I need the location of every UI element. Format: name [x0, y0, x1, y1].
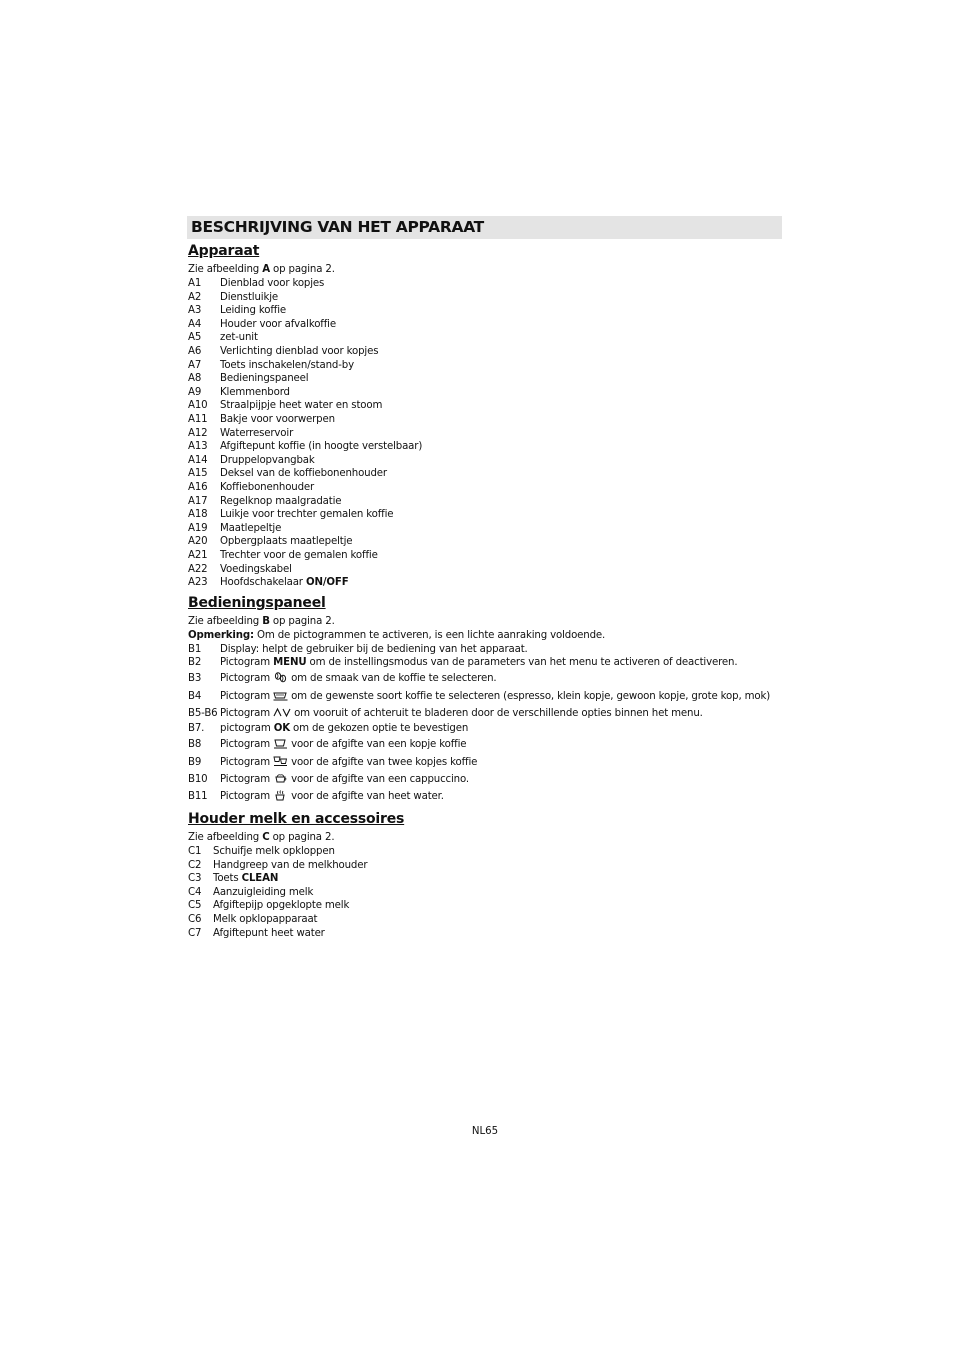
item-code: B10: [188, 774, 208, 785]
item-code: A18: [188, 509, 208, 521]
item-label: Pictogram voor de afgifte van een kopje koffie: [220, 739, 467, 750]
ref-text-end: op pagina 2.: [269, 616, 335, 627]
ref-text: Zie afbeelding: [188, 264, 263, 275]
item-label: Pictogram voor de afgifte van een cappuccino.: [220, 774, 469, 785]
ref-figure-letter: A: [262, 264, 270, 275]
item-code: A22: [188, 563, 208, 575]
item-label: Leiding koffie: [220, 305, 286, 317]
item-label: Maatlepeltje: [220, 522, 282, 534]
item-code: B3: [188, 673, 202, 684]
item-label: Bakje voor voorwerpen: [220, 414, 335, 425]
ref-figure-letter: B: [262, 616, 270, 627]
item-code: C7: [188, 927, 202, 939]
item-label: Klemmenbord: [220, 386, 290, 398]
item-label: Voedingskabel: [220, 563, 292, 575]
item-label: Bedieningspaneel: [220, 373, 309, 385]
section-title-apparaat: Apparaat: [188, 243, 260, 259]
item-label: Regelknop maalgradatie: [220, 495, 342, 507]
item-code: A17: [188, 495, 208, 507]
item-code: A11: [188, 414, 208, 425]
item-label: Straalpijpje heet water en stoom: [220, 400, 383, 412]
item-label: Dienstluikje: [220, 291, 279, 303]
item-code: B5-B6: [188, 708, 218, 719]
ref-text: Zie afbeelding: [188, 616, 263, 627]
item-code: B9: [188, 757, 202, 768]
two-cups-icon: [273, 756, 288, 767]
item-code: C1: [188, 846, 202, 857]
coffee-beans-icon: [273, 672, 288, 683]
item-code: B2: [188, 657, 202, 668]
note-label: Opmerking:: [188, 630, 254, 641]
ref-text-end: op pagina 2.: [269, 832, 335, 843]
item-label: Luikje voor trechter gemalen koffie: [220, 509, 394, 521]
page-number: NL65: [471, 1126, 499, 1137]
item-label: Hoofdschakelaar ON/OFF: [220, 577, 349, 589]
section-banner: [187, 216, 782, 239]
figure-reference: [188, 831, 334, 844]
item-code: C3: [188, 873, 202, 885]
item-code: A14: [188, 454, 208, 466]
up-down-arrows-icon: [273, 707, 291, 718]
item-label: Deksel van de koffiebonenhouder: [220, 468, 387, 480]
item-label: Aanzuigleiding melk: [213, 886, 314, 898]
item-label: Dienblad voor kopjes: [220, 278, 325, 289]
item-label-bold: CLEAN: [241, 873, 279, 885]
item-label: Pictogram MENU om de instellingsmodus van de parameters van het menu te activeren of deactiveren.: [220, 657, 738, 668]
item-label: Verlichting dienblad voor kopjes: [220, 346, 379, 357]
item-code: A8: [188, 373, 202, 385]
item-label: Houder voor afvalkoffie: [220, 318, 336, 330]
item-label: Koffiebonenhouder: [220, 482, 315, 493]
item-code: B4: [188, 691, 202, 702]
item-code: A7: [188, 359, 202, 371]
hot-water-icon: [273, 790, 288, 801]
item-label: Afgiftepijp opgeklopte melk: [213, 900, 350, 912]
section-title-houder: Houder melk en accessoires: [188, 811, 405, 827]
item-label: Waterreservoir: [220, 427, 294, 439]
item-code: A13: [188, 441, 208, 453]
item-code: B1: [188, 644, 202, 655]
item-code: A16: [188, 482, 208, 493]
item-label: pictogram OK om de gekozen optie te bevestigen: [220, 723, 469, 734]
one-cup-icon: [273, 738, 288, 749]
item-label: Toets CLEAN: [213, 873, 279, 885]
item-label: Afgiftepunt koffie (in hoogte verstelbaar): [220, 441, 423, 453]
ref-figure-letter: C: [262, 832, 270, 843]
item-code: A21: [188, 550, 208, 561]
cup-size-icon: [273, 690, 288, 701]
item-code: A19: [188, 522, 208, 534]
item-code: A2: [188, 291, 202, 303]
item-code: B11: [188, 791, 208, 802]
item-label: Pictogram om de gewenste soort koffie te selecteren (espresso, klein kopje, gewoon kopje, grote kop, mok): [220, 691, 771, 702]
item-code: A15: [188, 468, 208, 480]
item-label: Pictogram om de smaak van de koffie te selecteren.: [220, 673, 497, 684]
item-code: A10: [188, 400, 208, 412]
note-text: Om de pictogrammen te activeren, is een lichte aanraking voldoende.: [253, 630, 606, 641]
item-label: Melk opklopapparaat: [213, 914, 318, 925]
ref-text-end: op pagina 2.: [269, 264, 335, 275]
item-label-bold: OK: [273, 723, 290, 734]
item-code: A5: [188, 332, 202, 344]
item-code: C6: [188, 914, 202, 925]
item-label: Display: helpt de gebruiker bij de bediening van het apparaat.: [220, 644, 528, 655]
item-code: A1: [188, 278, 202, 289]
item-code: A4: [188, 318, 202, 330]
item-code: A12: [188, 427, 208, 439]
note: [188, 629, 605, 642]
item-label: Pictogram om vooruit of achteruit te bladeren door de verschillende opties binnen het menu.: [220, 708, 703, 719]
item-label-bold: MENU: [273, 657, 307, 668]
section-title-bedieningspaneel: Bedieningspaneel: [188, 595, 326, 611]
item-label: Opbergplaats maatlepeltje: [220, 536, 353, 548]
item-code: B7.: [188, 723, 205, 734]
item-label: Schuifje melk opkloppen: [213, 846, 335, 857]
item-label: Trechter voor de gemalen koffie: [220, 550, 378, 561]
item-code: C5: [188, 900, 202, 912]
item-code: A6: [188, 346, 202, 357]
item-label-bold: ON/OFF: [305, 577, 349, 589]
item-code: A23: [188, 577, 208, 589]
item-code: A9: [188, 386, 202, 398]
figure-reference: [188, 615, 335, 628]
item-code: C2: [188, 859, 202, 871]
page-title: BESCHRIJVING VAN HET APPARAAT: [191, 218, 484, 236]
item-code: A3: [188, 305, 202, 317]
item-code: C4: [188, 886, 202, 898]
item-code: B8: [188, 739, 202, 750]
item-label: Druppelopvangbak: [220, 454, 315, 466]
item-label: Pictogram voor de afgifte van twee kopjes koffie: [220, 757, 478, 768]
figure-reference: [188, 263, 335, 276]
item-code: A20: [188, 536, 208, 548]
item-label: zet-unit: [220, 332, 258, 344]
item-label: Handgreep van de melkhouder: [213, 859, 368, 871]
item-label: Pictogram voor de afgifte van heet water.: [220, 791, 444, 802]
ref-text: Zie afbeelding: [188, 832, 263, 843]
item-label: Toets inschakelen/stand-by: [220, 359, 354, 371]
item-label: Afgiftepunt heet water: [213, 927, 325, 939]
cappuccino-icon: [273, 773, 288, 784]
